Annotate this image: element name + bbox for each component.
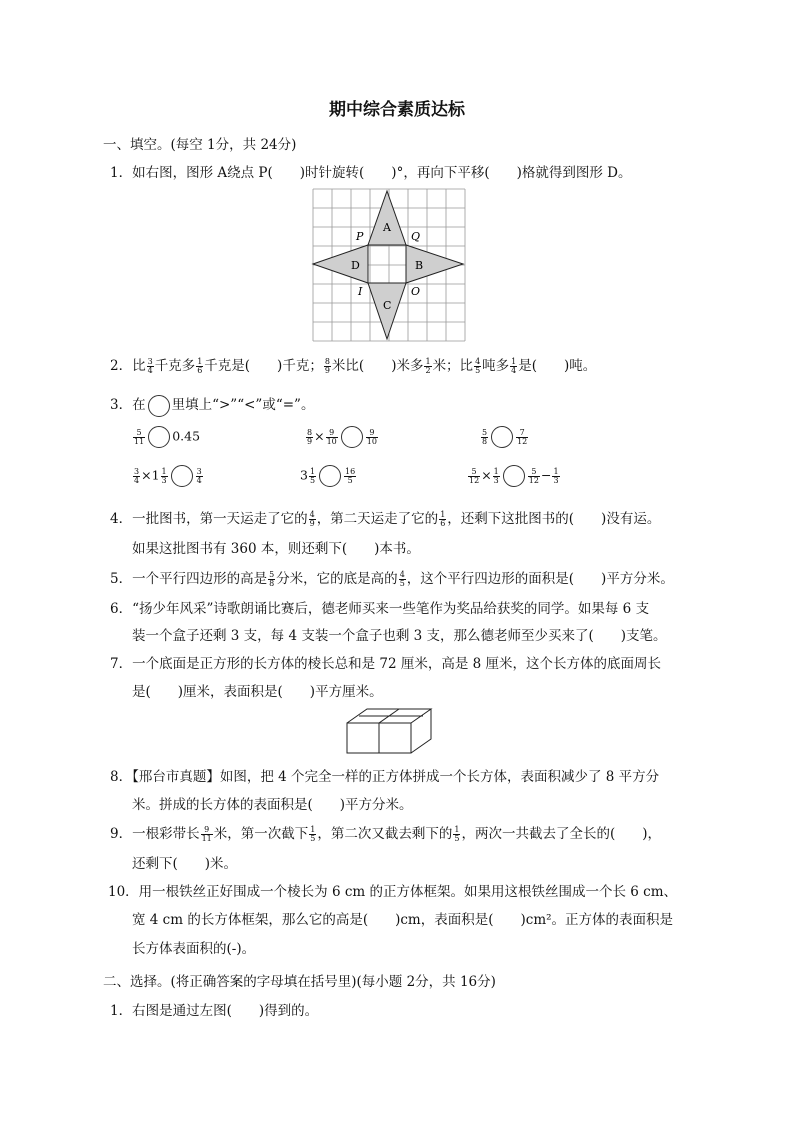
answer-circle[interactable]: [503, 465, 525, 487]
cuboid-figure: [345, 705, 435, 755]
label-O: O: [411, 285, 421, 298]
section-2-heading: 二、选择。(将正确答案的字母填在括号里)(每小题 2分，共 16分): [103, 974, 496, 990]
choice-question-1: 1．右图是通过左图( )得到的。: [110, 1003, 319, 1019]
compare-item-5: 3 $\frac{1}{5}$ $\frac{16}{5}$: [300, 465, 357, 487]
question-10-line-2: 宽 4 cm 的长方体框架，那么它的高是( )cm，表面积是( )cm²。正方体的表面积是: [132, 912, 674, 928]
question-3: 3．在 里填上“>”“<”或“=”。: [110, 393, 314, 417]
question-10: 10．用一根铁丝正好围成一个棱长为 6 cm 的正方体框架。如果用这根铁丝围成一个长 6 cm、: [108, 884, 678, 900]
label-P: P: [356, 230, 364, 243]
question-2: 2．比 $\frac{3}{4}$ 千克多 $\frac{1}{6}$ 千克是( )千克； $\frac{8}{9}$ 米比( )米多 $\frac{1}{2}$ 米；比 $\frac{4}{5}$ 吨多 $\frac{1}{4}$ 是( )吨。: [110, 357, 597, 375]
compare-item-2: $\frac{8}{9}$ × $\frac{9}{10}$ $\frac{9}{10}$: [305, 426, 379, 448]
answer-circle[interactable]: [491, 426, 513, 448]
question-1: 1．如右图，图形 A绕点 P( )时针旋转( )°，再向下平移( )格就得到图形 D。: [110, 165, 632, 181]
question-9-line-2: 还剩下( )米。: [132, 856, 238, 872]
question-6: 6．“扬少年风采”诗歌朗诵比赛后，德老师买来一些笔作为奖品给获奖的同学。如果每 6 支: [110, 601, 650, 617]
question-8: 8．【邢台市真题】如图，把 4 个完全一样的正方体拼成一个长方体，表面积减少了 8 平方分: [110, 769, 660, 785]
compare-circle: [148, 395, 170, 417]
question-4-line-2: 如果这批图书有 360 本，则还剩下( )本书。: [132, 541, 420, 557]
section-1-heading: 一、填空。(每空 1分，共 24分): [103, 137, 297, 153]
label-I: I: [358, 285, 363, 298]
question-4: 4．一批图书，第一天运走了它的 $\frac{4}{9}$ ，第二天运走了它的 $\frac{1}{6}$ ，还剩下这批图书的( )没有运。: [110, 510, 661, 528]
rotation-grid-figure: [311, 187, 467, 343]
question-5: 5．一个平行四边形的高是 $\frac{5}{8}$ 分米，它的底是高的 $\frac{4}{5}$ ，这个平行四边形的面积是( )平方分米。: [110, 570, 674, 588]
answer-circle[interactable]: [171, 465, 193, 487]
question-6-line-2: 装一个盒子还剩 3 支，每 4 支装一个盒子也剩 3 支，那么德老师至少买来了( )支笔。: [132, 628, 667, 644]
question-7: 7．一个底面是正方形的长方体的棱长总和是 72 厘米，高是 8 厘米，这个长方体的底面周长: [110, 656, 662, 672]
answer-circle[interactable]: [319, 465, 341, 487]
page-title: 期中综合素质达标: [329, 100, 465, 120]
label-D: D: [351, 259, 360, 272]
question-8-line-2: 米。拼成的长方体的表面积是( )平方分米。: [132, 797, 413, 813]
label-B: B: [415, 259, 424, 272]
label-C: C: [383, 299, 392, 312]
label-Q: Q: [411, 230, 421, 243]
answer-circle[interactable]: [341, 426, 363, 448]
compare-item-6: $\frac{5}{12}$ × $\frac{1}{3}$ $\frac{5}{12}$ − $\frac{1}{3}$: [467, 465, 561, 487]
compare-item-4: $\frac{3}{4}$ ×1 $\frac{1}{3}$ $\frac{3}{4}$: [132, 465, 204, 487]
compare-item-1: $\frac{5}{11}$ 0.45: [132, 426, 200, 448]
label-A: A: [383, 221, 391, 234]
question-9: 9．一根彩带长 $\frac{9}{11}$ 米，第一次截下 $\frac{1}{5}$ ，第二次又截去剩下的 $\frac{1}{5}$ ，两次一共截去了全长的( )，: [110, 825, 662, 843]
question-7-line-2: 是( )厘米，表面积是( )平方厘米。: [132, 684, 383, 700]
shape-A: [368, 191, 406, 245]
question-10-line-3: 长方体表面积的(-)。: [132, 941, 256, 957]
compare-item-3: $\frac{5}{8}$ $\frac{7}{12}$: [480, 426, 529, 448]
answer-circle[interactable]: [148, 426, 170, 448]
